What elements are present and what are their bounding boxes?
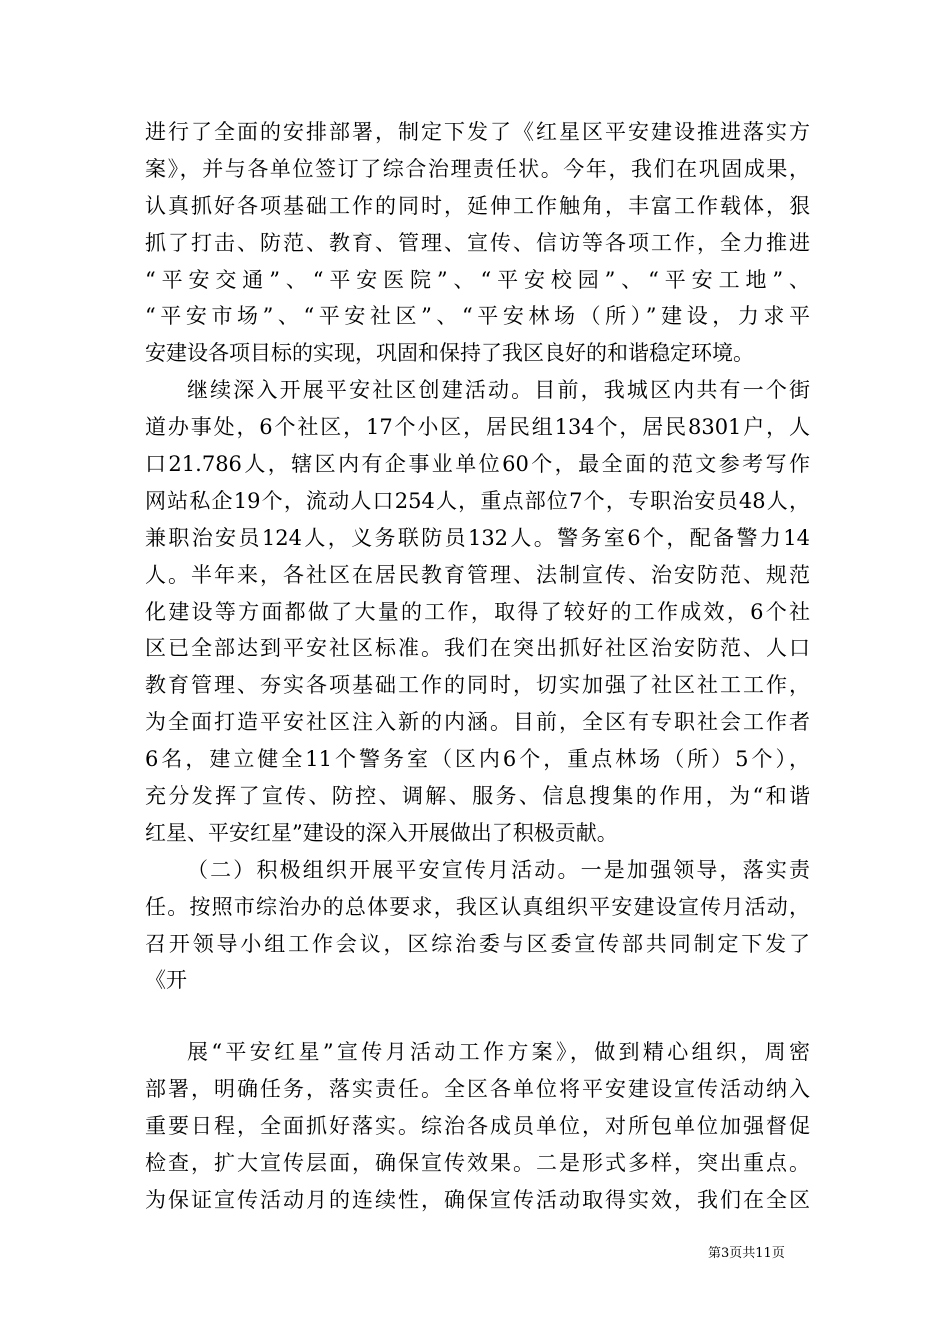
page-number-footer: 第3页共11页 <box>708 1246 785 1261</box>
text-line: “平安交通”、“平安医院”、“平安校园”、“平安工地”、 <box>145 267 810 292</box>
text-line: 充分发挥了宣传、防控、调解、服务、信息搜集的作用，为“和谐 <box>145 784 810 809</box>
text-line: 召开领导小组工作会议，区综治委与区委宣传部共同制定下发了 <box>145 931 810 956</box>
text-line: 部署，明确任务，落实责任。全区各单位将平安建设宣传活动纳入 <box>145 1076 810 1101</box>
text-line: 认真抓好各项基础工作的同时，延伸工作触角，丰富工作载体，狠 <box>145 193 810 218</box>
text-line: 《开 <box>145 968 187 993</box>
text-line: 为全面打造平安社区注入新的内涵。目前，全区有专职社会工作者 <box>145 710 810 735</box>
text-line: 6名，建立健全11个警务室（区内6个，重点林场（所）5个）， <box>145 747 810 772</box>
text-line: 网站私企19个，流动人口254人，重点部位7个，专职治安员48人， <box>145 488 810 513</box>
text-line: 口21.786人，辖区内有企事业单位60个，最全面的范文参考写作 <box>145 452 810 477</box>
text-line: 区已全部达到平安社区标准。我们在突出抓好社区治安防范、人口 <box>145 636 810 661</box>
text-line: 重要日程，全面抓好落实。综治各成员单位，对所包单位加强督促 <box>145 1113 810 1138</box>
text-line: 教育管理、夯实各项基础工作的同时，切实加强了社区社工工作， <box>145 673 810 698</box>
text-line: 人。半年来，各社区在居民教育管理、法制宣传、治安防范、规范 <box>145 562 810 587</box>
text-line: 检查，扩大宣传层面，确保宣传效果。二是形式多样，突出重点。 <box>145 1150 810 1175</box>
text-line: 任。按照市综治办的总体要求，我区认真组织平安建设宣传月活动， <box>145 894 810 919</box>
text-line: （二）积极组织开展平安宣传月活动。一是加强领导，落实责 <box>187 857 810 882</box>
text-line: “平安市场”、“平安社区”、“平安林场（所）”建设，力求平 <box>145 304 810 329</box>
text-line: 进行了全面的安排部署，制定下发了《红星区平安建设推进落实方 <box>145 120 810 144</box>
text-line: 继续深入开展平安社区创建活动。目前，我城区内共有一个街 <box>187 378 810 403</box>
text-line: 安建设各项目标的实现，巩固和保持了我区良好的和谐稳定环境。 <box>145 341 754 366</box>
text-line: 展“平安红星”宣传月活动工作方案》，做到精心组织，周密 <box>187 1040 810 1064</box>
text-line: 为保证宣传活动月的连续性，确保宣传活动取得实效，我们在全区 <box>145 1187 810 1212</box>
body-text-block-1 <box>145 114 810 999</box>
text-line: 化建设等方面都做了大量的工作，取得了较好的工作成效，6个社 <box>145 599 810 624</box>
text-line: 案》，并与各单位签订了综合治理责任状。今年，我们在巩固成果， <box>145 156 810 181</box>
text-line: 兼职治安员124人，义务联防员132人。警务室6个，配备警力14 <box>145 525 810 550</box>
body-text-block-2 <box>145 1034 810 1218</box>
text-line: 道办事处，6个社区，17个小区，居民组134个，居民8301户，人 <box>145 415 810 440</box>
text-line: 红星、平安红星”建设的深入开展做出了积极贡献。 <box>145 820 618 845</box>
text-line: 抓了打击、防范、教育、管理、宣传、信访等各项工作，全力推进 <box>145 230 810 255</box>
